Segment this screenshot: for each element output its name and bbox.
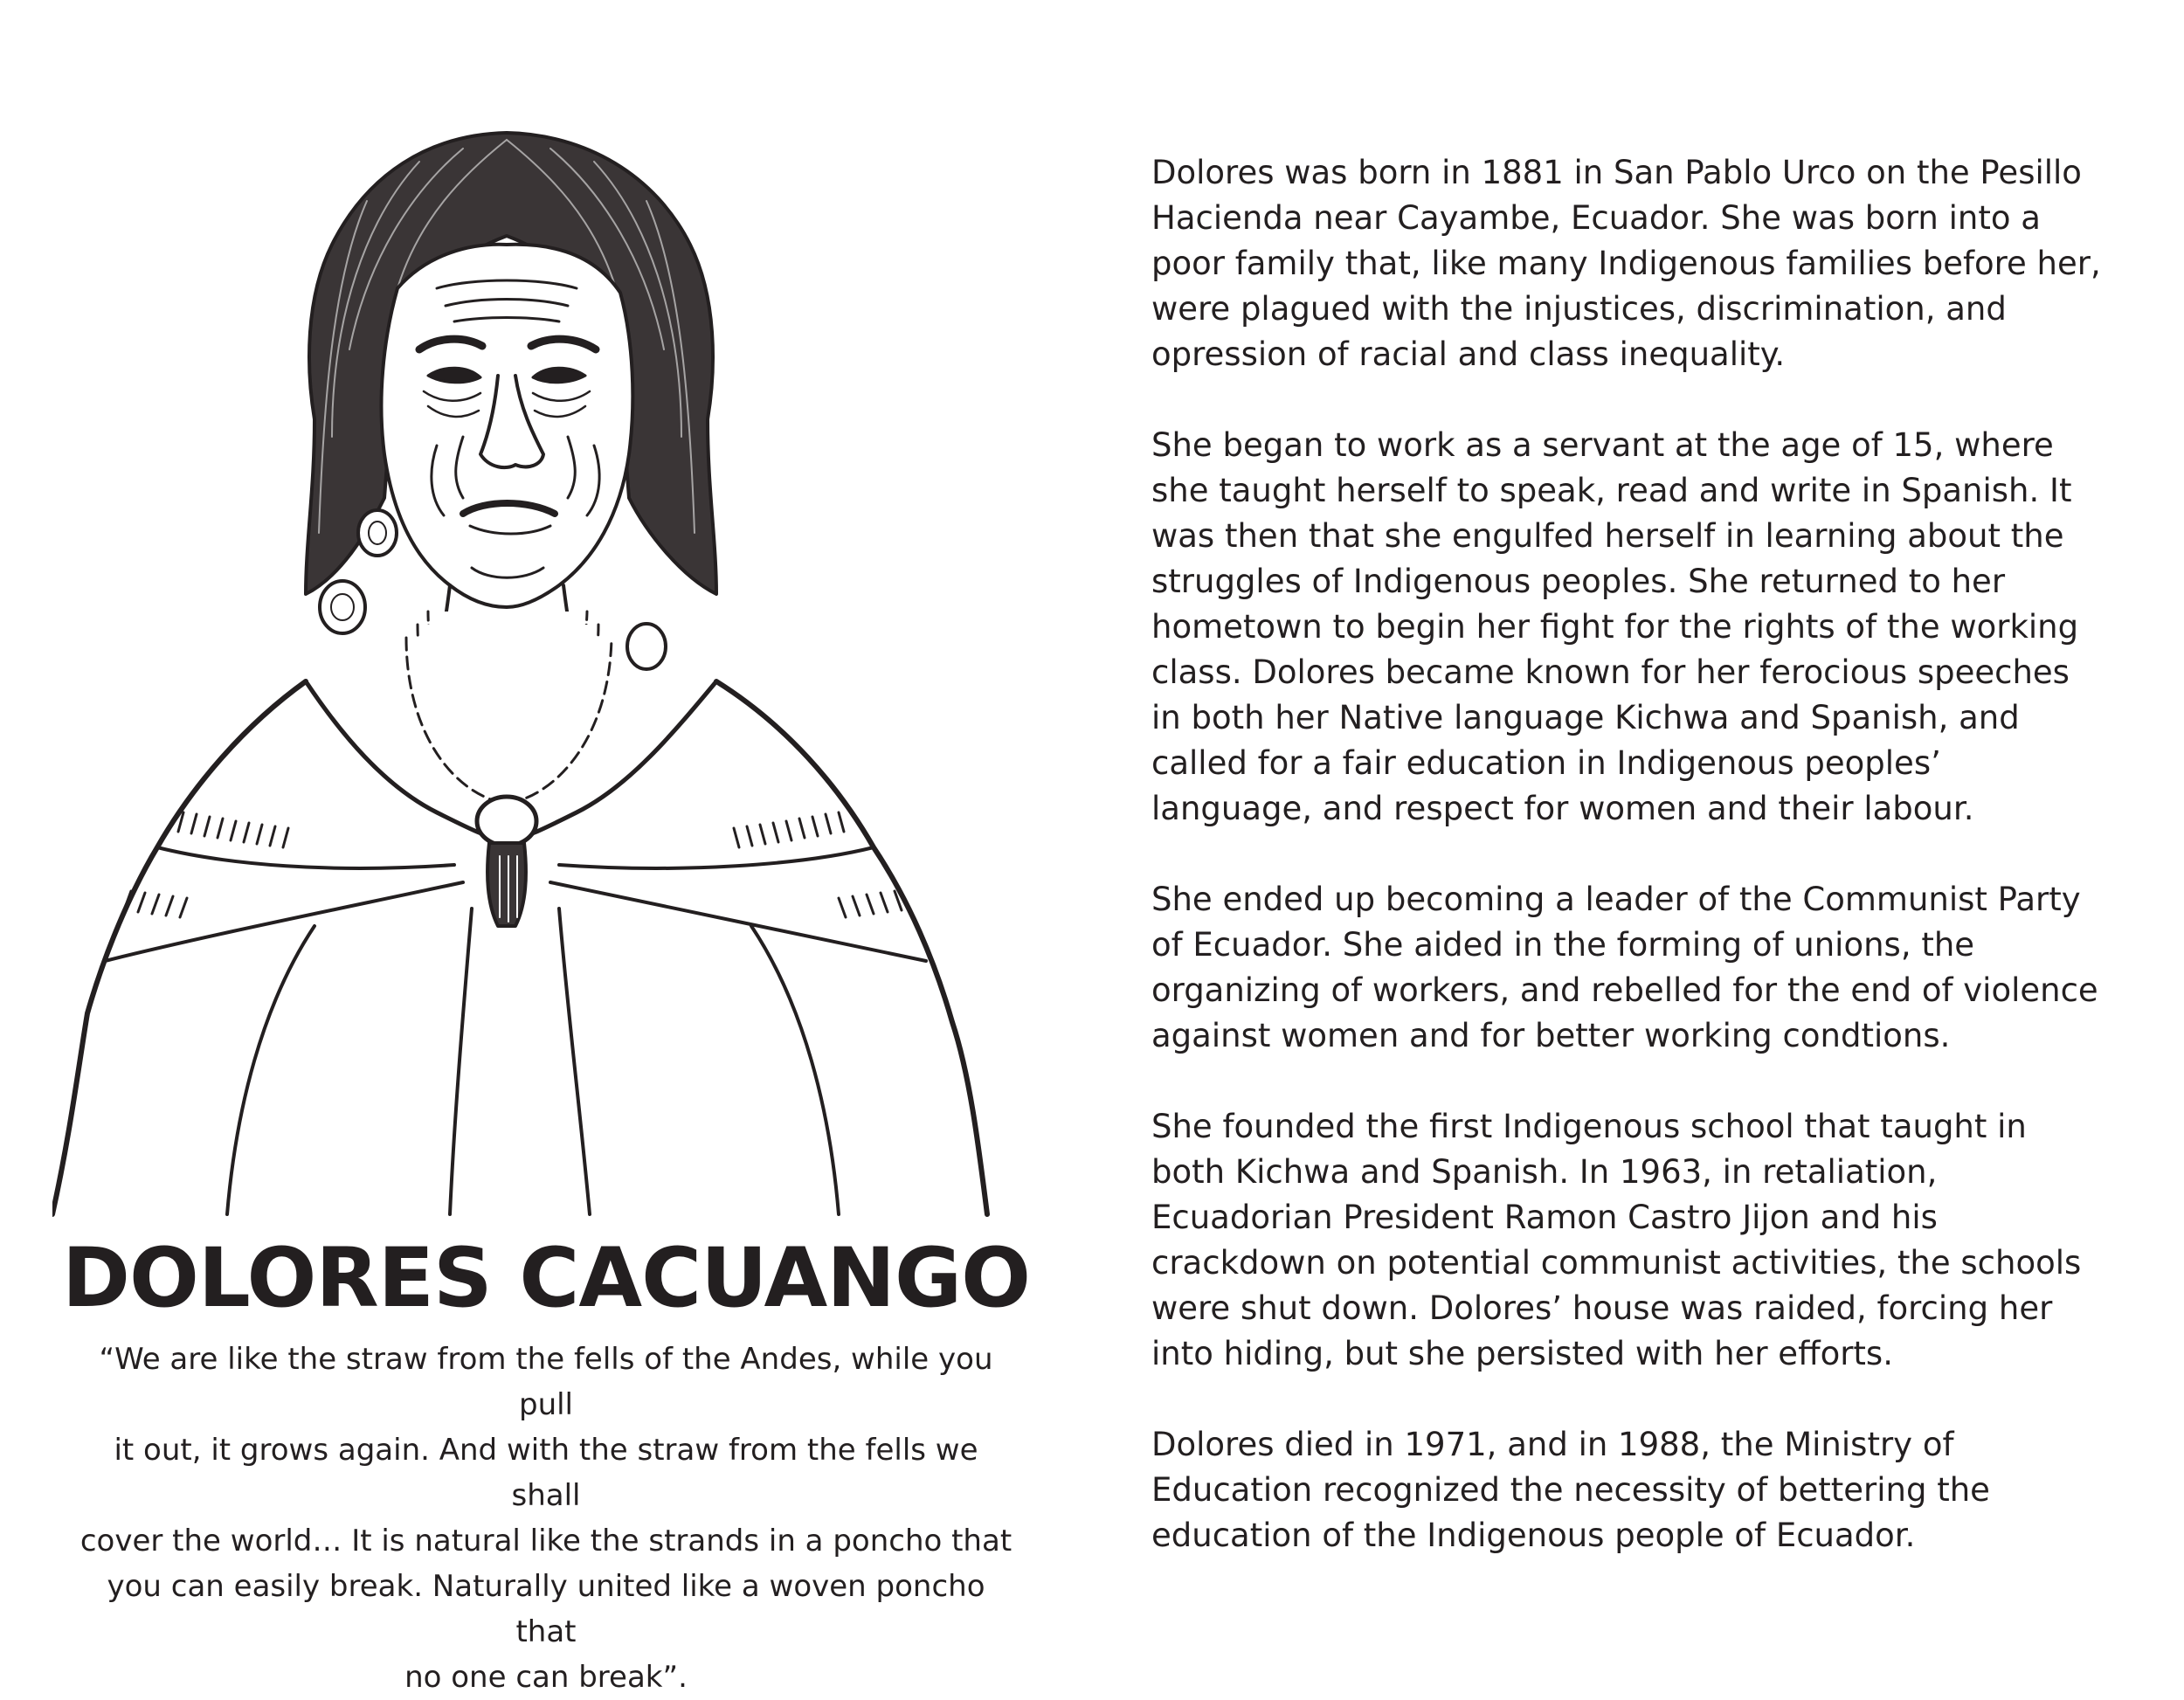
woman-portrait-illustration-icon <box>52 122 1040 1223</box>
person-name-heading: DOLORES CACUANGO <box>61 1231 1031 1326</box>
bio-paragraph-school: She founded the first Indigenous school that taught in both Kichwa and Spanish. In 1963, in retaliation, Ecuadorian President Ramon Castro Jijon and his crackdown on potential communist activities, the schools were shut down. Dolores’ house was raided, forcing her into hiding, but she persisted with her efforts. <box>1151 1108 2082 1372</box>
quote-text: “We are like the straw from the fells of the Andes, while you pull it out, it grows again. And with the straw from the fells we shall cover the world… It is natural like the strands in a poncho that you can easily break. Naturally united like a woven poncho that no one can break”. <box>79 1342 1013 1695</box>
biography-text <box>1151 150 2156 1604</box>
bio-paragraph-early-work: She began to work as a servant at the age of 15, where she taught herself to speak, read and write in Spanish. It was then that she engulfed herself in learning about the struggles of Indigenous peoples. She returned to her hometown to begin her fight for the rights of the working class. Dolores became known for her ferocious speeches in both her Native language Kichwa and Spanish, and called for a fair education in Indigenous peoples’ language, and respect for women and their labour. <box>1151 426 2079 827</box>
bio-paragraph-leadership: She ended up becoming a leader of the Communist Party of Ecuador. She aided in the forming of unions, the organizing of workers, and rebelled for the end of violence against women and for better working condtions. <box>1151 881 2098 1054</box>
bio-paragraph-legacy: Dolores died in 1971, and in 1988, the Ministry of Education recognized the necessity of bettering the education of the Indigenous people of Ecuador. <box>1151 1426 1990 1554</box>
bio-paragraph-birth: Dolores was born in 1881 in San Pablo Urco on the Pesillo Hacienda near Cayambe, Ecuador. She was born into a poor family that, like many Indigenous families before her, were plagued with the injustices, discrimination, and opression of racial and class inequality. <box>1151 154 2101 373</box>
portrait-illustration <box>52 122 1040 1223</box>
